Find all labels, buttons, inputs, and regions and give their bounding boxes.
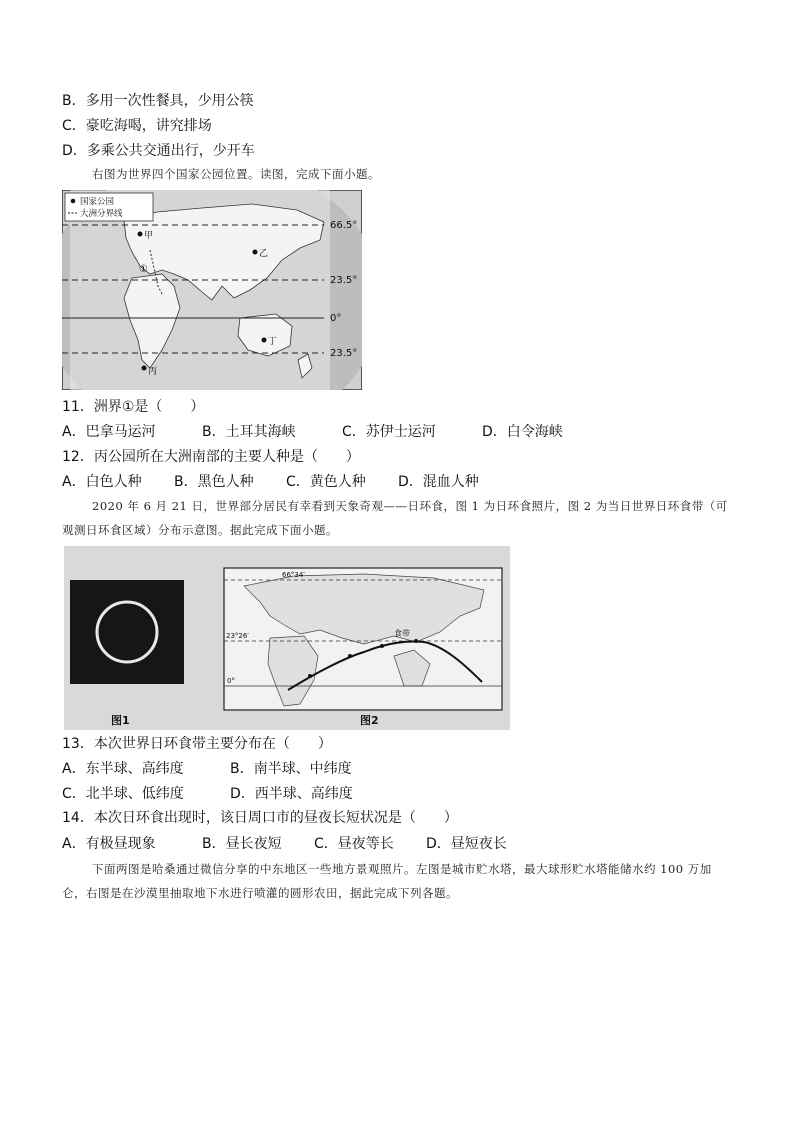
- legend-continent-boundary: 大洲分界线: [80, 209, 123, 219]
- figure1-caption: 图1: [111, 714, 130, 727]
- q13-options-row1: [62, 759, 352, 779]
- park-label-yi: 乙: [259, 249, 269, 259]
- lat-label-23-5-s: 23.5°: [330, 348, 358, 359]
- intro-solar-eclipse-text: 2020 年 6 月 21 日，世界部分居民有幸看到天象奇观——日环食，图 1 为日环食照片，图 2 为当日世界日环食带（可观测日环食区域）分布示意图。据此完成下面小题。: [62, 499, 728, 537]
- park-label-bing: 丙: [148, 367, 158, 377]
- prev-option-b: B．多用一次性餐具，少用公筷: [62, 93, 254, 109]
- q11-option-d[interactable]: D．白令海峡: [482, 424, 563, 440]
- q13-option-b[interactable]: B．南半球、中纬度: [230, 761, 352, 777]
- intro-national-parks: [62, 162, 734, 186]
- park-label-ding: 丁: [268, 337, 278, 347]
- q11-option-a[interactable]: A．巴拿马运河: [62, 424, 156, 440]
- q13-option-d[interactable]: D．西半球、高纬度: [230, 786, 353, 802]
- park-label-jia: 甲: [144, 231, 154, 241]
- fig2-lat-tropic: 23°26′: [226, 632, 249, 640]
- q13-option-a[interactable]: A．东半球、高纬度: [62, 761, 184, 777]
- q12-option-a[interactable]: A．白色人种: [62, 474, 142, 490]
- q13-stem: 13．本次世界日环食带主要分布在（ ）: [62, 736, 332, 752]
- q11-stem: 11．洲界①是（ ）: [62, 399, 205, 415]
- q12-option-b[interactable]: B．黑色人种: [174, 474, 254, 490]
- intro-middle-east: [62, 857, 734, 905]
- national-parks-map: [62, 190, 362, 390]
- q11-option-b[interactable]: B．土耳其海峡: [202, 424, 296, 440]
- q14-options: [62, 834, 507, 854]
- q13-options-row2: [62, 784, 353, 804]
- intro-middle-east-text: 下面两图是哈桑通过微信分享的中东地区一些地方景观照片。左图是城市贮水塔，最大球形贮水塔能储水约 100 万加仑，右图是在沙漠里抽取地下水进行喷灌的圆形农田，据此完成下列各题。: [62, 862, 712, 900]
- q14-option-d[interactable]: D．昼短夜长: [426, 836, 507, 852]
- lat-label-66-5: 66.5°: [330, 220, 358, 231]
- q12-option-c[interactable]: C．黄色人种: [286, 474, 366, 490]
- q13-option-c[interactable]: C．北半球、低纬度: [62, 786, 184, 802]
- eclipse-band-label: 食带: [394, 629, 410, 638]
- intro-solar-eclipse: [62, 494, 734, 542]
- fig2-lat-equator: 0°: [227, 677, 235, 685]
- q12-stem: 12．丙公园所在大洲南部的主要人种是（ ）: [62, 449, 360, 465]
- eclipse-figures-svg: [64, 546, 510, 730]
- figure2-caption: 图2: [360, 714, 379, 727]
- lat-label-23-5-n: 23.5°: [330, 275, 358, 286]
- q11-options: [62, 422, 563, 442]
- boundary-marker-1: ①: [139, 264, 148, 275]
- prev-option-c: C．豪吃海喝，讲究排场: [62, 118, 212, 134]
- prev-option-d: D．多乘公共交通出行，少开车: [62, 143, 255, 159]
- q14-option-c[interactable]: C．昼夜等长: [314, 836, 394, 852]
- lat-label-equator: 0°: [330, 313, 342, 324]
- q11-option-c[interactable]: C．苏伊士运河: [342, 424, 436, 440]
- intro-national-parks-text: 右图为世界四个国家公园位置。读图，完成下面小题。: [92, 167, 380, 181]
- legend-national-park: 国家公园: [80, 197, 115, 207]
- national-parks-map-svg: [62, 190, 362, 390]
- q14-option-a[interactable]: A．有极昼现象: [62, 836, 156, 852]
- q14-stem: 14．本次日环食出现时，该日周口市的昼夜长短状况是（ ）: [62, 810, 458, 826]
- q12-option-d[interactable]: D．混血人种: [398, 474, 479, 490]
- q12-options: [62, 472, 479, 492]
- eclipse-figures: [64, 546, 510, 730]
- fig2-lat-arctic: 66°34′: [282, 571, 305, 579]
- q14-option-b[interactable]: B．昼长夜短: [202, 836, 282, 852]
